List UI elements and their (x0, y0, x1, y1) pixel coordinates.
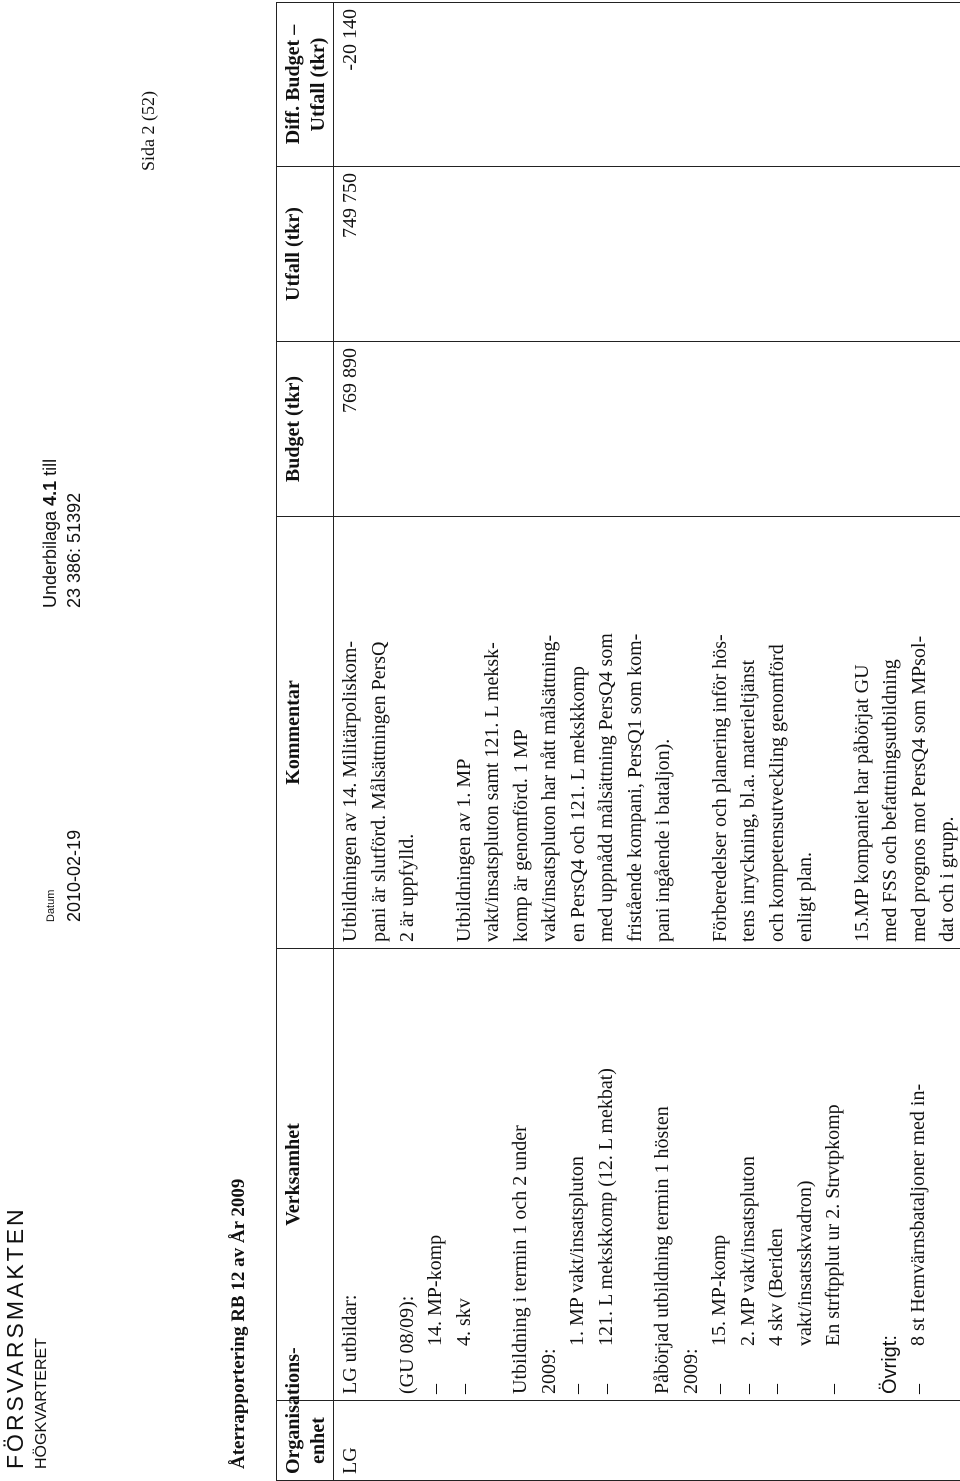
date-label: Datum (45, 889, 57, 922)
activity-autumn-intro: Påbörjad utbildning termin 1 hösten (651, 1106, 673, 1394)
list-item-text: 8 st Hemvärnsbataljoner med in- (907, 1083, 929, 1346)
list-item-text: En strftpplut ur 2. Strvtpkomp (822, 1104, 844, 1346)
spacer (478, 955, 506, 1394)
comment-line: enligt plan. (794, 852, 816, 942)
spacer (678, 523, 706, 942)
list-item-text: 1. MP vakt/insatspluton (566, 1156, 588, 1346)
cell-outcome: 749 750 (334, 167, 960, 342)
spacer (365, 955, 393, 1394)
annex-title (40, 459, 61, 608)
annex-title-suffix: till (40, 458, 60, 481)
activity-term-intro: Utbildning i termin 1 och 2 under (509, 1125, 531, 1394)
comment-line: 2 är uppfylld. (396, 833, 418, 942)
list-item-text: 2. MP vakt/insatspluton (736, 1156, 759, 1346)
comment-line: komp är genomförd. 1 MP (509, 729, 532, 942)
comment-line: dat och i grupp. (936, 816, 958, 942)
cell-unit: LG (334, 1401, 960, 1481)
spacer (820, 523, 848, 942)
list-item-text: 4. skv (452, 1298, 475, 1346)
activity-gu: (GU 08/09): (395, 1295, 418, 1394)
dash-marker: – (594, 1384, 617, 1394)
comment-line: 15.MP kompaniet har påbörjat GU (850, 664, 873, 942)
comment-line: med FSS och befattningsutbildning (879, 659, 901, 942)
list-item-text: 121. L mekskkomp (12. L mekbat) (594, 1068, 617, 1346)
table-header-row (277, 3, 334, 1481)
dash-marker: – (424, 1384, 446, 1394)
cell-budget: 769 890 (334, 342, 960, 517)
comment-line: Utbildningen av 14. Militärpoliskom- (339, 640, 361, 942)
comment-line: vakt/insatspluton samt 121. L meksk- (481, 642, 503, 942)
list-item (762, 955, 819, 1394)
header-unit-line: Organisations- (282, 1347, 304, 1474)
list-item (705, 955, 734, 1394)
cell-activity (334, 949, 960, 1401)
date-value: 2010-02-19 (64, 829, 84, 922)
comment-line: Utbildningen av 1. MP (452, 758, 475, 942)
comment-line: med prognos mot PersQ4 som MPsol- (907, 635, 930, 942)
header-diff (277, 3, 334, 167)
activity-term-intro: 2009: (537, 1348, 560, 1394)
header-activity: Verksamhet (277, 949, 334, 1401)
dash-marker: – (708, 1384, 730, 1394)
list-item-text: 4 skv (Beriden (765, 1228, 787, 1346)
cell-diff: -20 140 (334, 3, 960, 167)
list-item (819, 955, 848, 1394)
list-item (592, 955, 621, 1394)
list-item (450, 955, 479, 1394)
organization-unit: HÖGKVARTERET (33, 1338, 50, 1469)
comment-line: tens inryckning, bl.a. materieltjänst (737, 659, 759, 942)
list-item-text: 15. MP-komp (708, 1234, 730, 1346)
header-diff-line: Diff. Budget – (282, 24, 304, 145)
spacer (848, 955, 876, 1394)
annex-reference: 23 386: 51392 (64, 492, 84, 608)
list-item-text-continued: vakt/insatsskvadron) (793, 1180, 816, 1346)
comment-line: fristående kompani, PersQ1 som kom- (623, 633, 646, 942)
header-diff-line: Utfall (tkr) (307, 37, 329, 132)
comment-line: Förberedelser och planering inför hös- (708, 634, 731, 942)
spacer (422, 523, 450, 942)
header-unit (277, 1347, 334, 1481)
comment-line: vakt/insatspluton har nått målsättning- (538, 634, 560, 942)
annex-title-prefix: Underbilaga (40, 505, 60, 608)
page-number: Sida 2 (52) (138, 91, 158, 171)
dash-marker: – (736, 1384, 759, 1394)
table-row (334, 3, 960, 1481)
annex-title-number: 4.1 (40, 480, 60, 506)
document-title: Återrapportering RB 12 av År 2009 (228, 1178, 249, 1469)
comment-line: och kompetensutveckling genomförd (765, 644, 788, 942)
header-comment: Kommentar (277, 517, 334, 949)
comment-line: en PersQ4 och 121. L mekskkomp (566, 666, 589, 942)
activity-intro: LG utbildar: (339, 1294, 361, 1394)
list-item (904, 955, 933, 1394)
cell-comment (334, 517, 960, 949)
header-unit-line: enhet (307, 1417, 329, 1464)
dash-marker: – (566, 1384, 588, 1394)
dash-marker: – (822, 1384, 844, 1394)
report-table (276, 2, 960, 1481)
list-item (734, 955, 763, 1394)
header-budget: Budget (tkr) (277, 342, 334, 517)
list-item (421, 955, 450, 1394)
list-item-text: 14. MP-komp (424, 1234, 446, 1346)
comment-line: pani ingående i bataljon). (652, 738, 674, 942)
activity-autumn-intro: 2009: (679, 1348, 702, 1394)
spacer (620, 955, 648, 1394)
dash-marker: – (452, 1384, 475, 1394)
comment-line: pani är slutförd. Målsättningen PersQ (367, 641, 390, 942)
comment-line: med uppnådd målsättning PersQ4 som (595, 633, 617, 942)
organization-name: FÖRSVARSMAKTEN (2, 1206, 28, 1469)
list-item (563, 955, 592, 1394)
dash-marker: – (907, 1384, 929, 1394)
header-outcome: Utfall (tkr) (277, 167, 334, 342)
activity-other-label: Övrigt: (878, 1335, 901, 1394)
dash-marker: – (765, 1384, 787, 1394)
